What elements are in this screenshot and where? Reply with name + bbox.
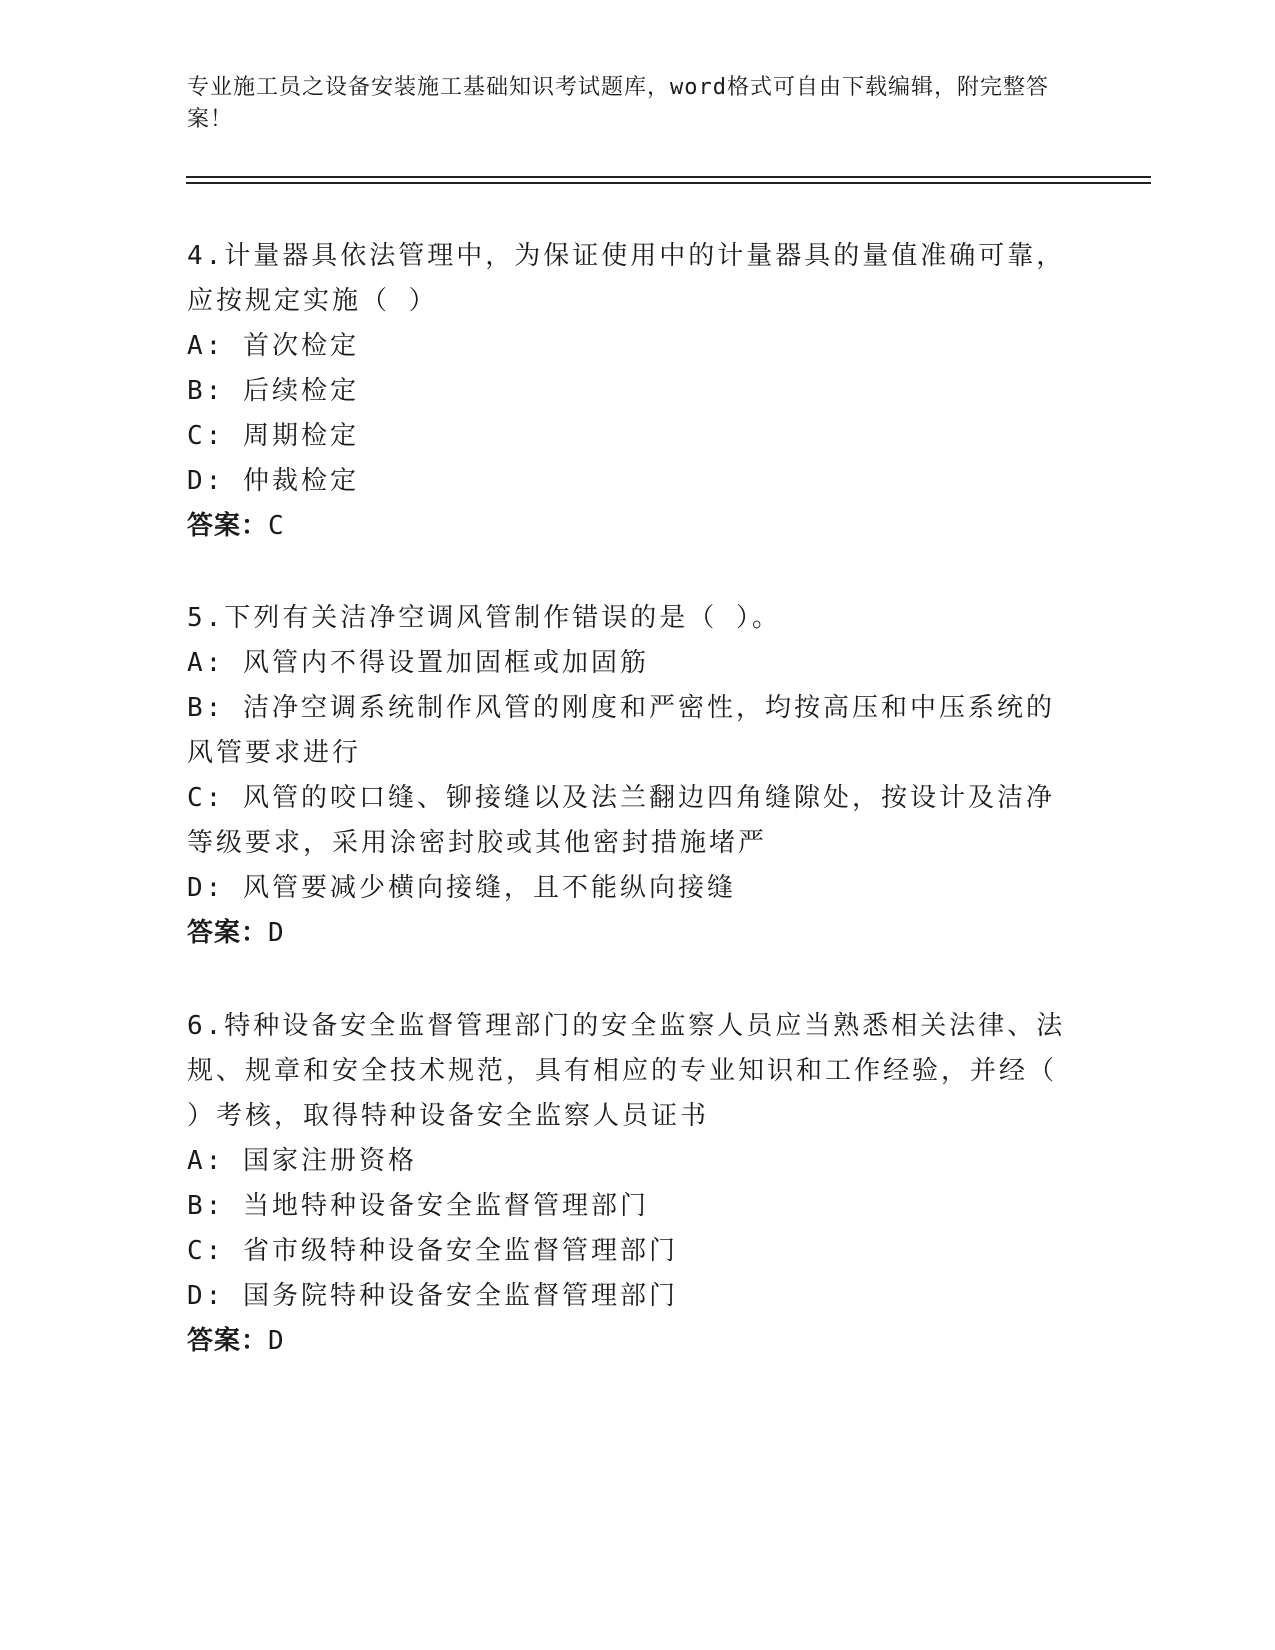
option-text: 首次检定: [242, 331, 359, 361]
question-4: [187, 234, 1067, 549]
option-letter: B:: [187, 693, 225, 723]
option-letter: B:: [187, 1191, 225, 1221]
answer-line: [187, 504, 1067, 549]
option-letter: C:: [187, 421, 225, 451]
option-d: [187, 1274, 1067, 1319]
option-letter: D:: [187, 873, 225, 903]
option-b: [187, 1184, 1067, 1229]
option-a: [187, 641, 1067, 686]
option-letter: D:: [187, 1281, 225, 1311]
option-letter: B:: [187, 376, 225, 406]
option-text: 洁净空调系统制作风管的刚度和严密性，均按高压和中压系统的风管要求进行: [187, 693, 1055, 768]
question-5: [187, 596, 1067, 956]
option-c: [187, 776, 1067, 866]
option-text: 省市级特种设备安全监督管理部门: [242, 1236, 678, 1266]
answer-label: 答案：: [187, 918, 269, 948]
question-stem: 4.计量器具依法管理中，为保证使用中的计量器具的量值准确可靠，应按规定实施（ ）: [187, 241, 1066, 316]
answer-line: [187, 1319, 1067, 1364]
answer-label: 答案：: [187, 1326, 269, 1356]
option-letter: A:: [187, 648, 225, 678]
header-rule-top: [186, 176, 1151, 178]
document-intro: 专业施工员之设备安装施工基础知识考试题库，word格式可自由下载编辑，附完整答案！: [187, 75, 1049, 132]
option-b: [187, 369, 1067, 414]
answer-value: C: [268, 511, 284, 541]
header-rule-bottom: [186, 182, 1151, 184]
answer-value: D: [268, 918, 284, 948]
option-letter: C:: [187, 1236, 225, 1266]
option-letter: D:: [187, 466, 225, 496]
option-text: 风管的咬口缝、铆接缝以及法兰翻边四角缝隙处，按设计及洁净等级要求，采用涂密封胶或其他密封措施堵严: [187, 783, 1055, 858]
option-text: 周期检定: [242, 421, 359, 451]
option-text: 国家注册资格: [242, 1146, 417, 1176]
question-stem: 5.下列有关洁净空调风管制作错误的是（ ）。: [187, 603, 781, 633]
option-d: [187, 459, 1067, 504]
option-text: 后续检定: [242, 376, 359, 406]
answer-label: 答案：: [187, 511, 269, 541]
answer-value: D: [268, 1326, 284, 1356]
option-a: [187, 1139, 1067, 1184]
option-c: [187, 1229, 1067, 1274]
option-text: 国务院特种设备安全监督管理部门: [242, 1281, 678, 1311]
option-letter: A:: [187, 1146, 225, 1176]
option-letter: C:: [187, 783, 225, 813]
option-c: [187, 414, 1067, 459]
option-letter: A:: [187, 331, 225, 361]
answer-line: [187, 911, 1067, 956]
option-text: 仲裁检定: [242, 466, 359, 496]
option-text: 当地特种设备安全监督管理部门: [242, 1191, 649, 1221]
option-b: [187, 686, 1067, 776]
option-text: 风管内不得设置加固框或加固筋: [242, 648, 649, 678]
option-text: 风管要减少横向接缝，且不能纵向接缝: [242, 873, 736, 903]
question-6: [187, 1004, 1067, 1364]
option-d: [187, 866, 1067, 911]
option-a: [187, 324, 1067, 369]
question-stem: 6.特种设备安全监督管理部门的安全监察人员应当熟悉相关法律、法规、规章和安全技术规范，具有相应的专业知识和工作经验，并经（ ）考核，取得特种设备安全监察人员证书: [187, 1011, 1066, 1131]
